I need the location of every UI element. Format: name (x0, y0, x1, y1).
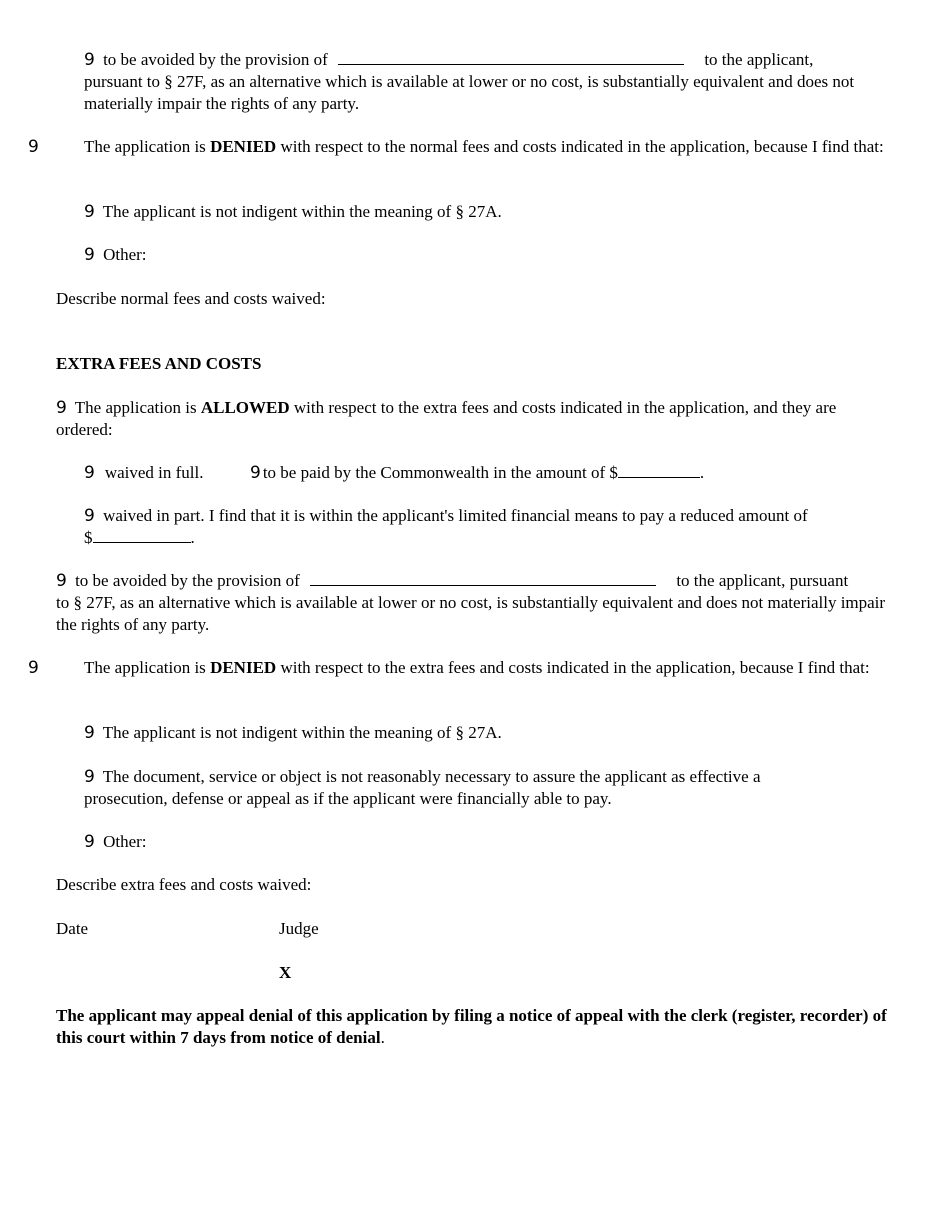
commonwealth-amount-blank[interactable] (618, 463, 700, 478)
checkbox-icon[interactable]: 9 (84, 767, 95, 787)
extra-denied-post: with respect to the extra fees and costs indicated in the application, because I find that: (280, 658, 870, 677)
extra-denied-keyword: DENIED (210, 658, 277, 677)
extra-waived-full-label: waived in full. (104, 463, 204, 482)
normal-denied-pre: The application is (84, 137, 206, 156)
checkbox-icon[interactable]: 9 (28, 137, 39, 157)
checkbox-icon[interactable]: 9 (84, 245, 95, 265)
reduced-amount-blank[interactable] (93, 528, 191, 543)
checkbox-icon[interactable]: 9 (84, 463, 95, 483)
normal-avoid-rest: pursuant to § 27F, as an alternative which is available at lower or no cost, is substantially equivalent and does not materially impair the rights of any party. (84, 72, 855, 113)
normal-other-option (84, 244, 147, 266)
extra-allowed-pre: The application is (74, 398, 197, 417)
extra-avoid-prefix: to be avoided by the provision of (75, 571, 300, 590)
extra-provision-blank[interactable] (310, 571, 656, 586)
normal-denied-keyword: DENIED (210, 137, 277, 156)
extra-waived-full-option (84, 462, 204, 484)
extra-allowed-keyword: ALLOWED (200, 398, 290, 417)
checkbox-icon[interactable]: 9 (56, 398, 67, 418)
checkbox-icon[interactable]: 9 (84, 506, 95, 526)
checkbox-icon[interactable]: 9 (84, 832, 95, 852)
extra-waived-part-label: waived in part. I find that it is within the applicant's limited financial means to pay a reduced amount of (103, 506, 808, 525)
appeal-notice-period: . (380, 1028, 385, 1047)
reduced-amount-period: . (190, 528, 195, 547)
checkbox-icon[interactable]: 9 (28, 658, 39, 678)
signature-x-mark[interactable]: X (279, 963, 292, 982)
extra-not-necessary-option (84, 766, 844, 810)
normal-avoid-prefix: to be avoided by the provision of (103, 50, 328, 69)
extra-allowed-option (56, 397, 896, 441)
extra-waived-part-option (84, 505, 884, 549)
extra-other-option (84, 831, 147, 853)
normal-other-label: Other: (103, 245, 147, 264)
appeal-notice (56, 1005, 896, 1049)
date-label: Date (56, 919, 89, 938)
appeal-notice-text: The applicant may appeal denial of this application by filing a notice of appeal with the clerk (register, recorder) of this court within 7 days from notice of denial (56, 1006, 887, 1047)
extra-not-indigent-option (84, 722, 502, 744)
normal-denied-option (28, 136, 916, 158)
extra-not-necessary-text: The document, service or object is not reasonably necessary to assure the applicant as effective a prosecution, defense or appeal as if the applicant were financially able to pay. (84, 767, 761, 808)
extra-commonwealth-label: to be paid by the Commonwealth in the amount of $ (262, 463, 618, 482)
extra-other-label: Other: (103, 832, 147, 851)
extra-describe-label: Describe extra fees and costs waived: (56, 875, 312, 894)
extra-avoid-option (56, 570, 896, 636)
normal-not-indigent-option (84, 201, 502, 223)
normal-describe-label: Describe normal fees and costs waived: (56, 289, 326, 308)
checkbox-icon[interactable]: 9 (84, 50, 95, 70)
extra-not-indigent-text: The applicant is not indigent within the meaning of § 27A. (102, 723, 502, 742)
normal-avoid-suffix: to the applicant, (704, 50, 814, 69)
extra-denied-pre: The application is (84, 658, 206, 677)
normal-avoid-option (84, 49, 884, 115)
extra-commonwealth-option (250, 462, 704, 484)
extra-fees-heading: EXTRA FEES AND COSTS (56, 354, 262, 373)
normal-not-indigent-text: The applicant is not indigent within the meaning of § 27A. (102, 202, 502, 221)
judge-label: Judge (279, 919, 319, 938)
checkbox-icon[interactable]: 9 (250, 463, 261, 483)
reduced-amount-dollar: $ (84, 528, 93, 547)
checkbox-icon[interactable]: 9 (84, 202, 95, 222)
checkbox-icon[interactable]: 9 (56, 571, 67, 591)
extra-allowed-post: with respect to the extra fees and costs indicated in the application, and they are ordered: (56, 398, 837, 439)
extra-denied-option (28, 657, 916, 679)
extra-avoid-suffix: to the applicant, pursuant (676, 571, 849, 590)
normal-provision-blank[interactable] (338, 50, 684, 65)
extra-avoid-rest: to § 27F, as an alternative which is available at lower or no cost, is substantially equivalent and does not materially impair the rights of any party. (56, 593, 886, 634)
commonwealth-period: . (699, 463, 705, 482)
checkbox-icon[interactable]: 9 (84, 723, 95, 743)
normal-denied-post: with respect to the normal fees and costs indicated in the application, because I find that: (280, 137, 884, 156)
